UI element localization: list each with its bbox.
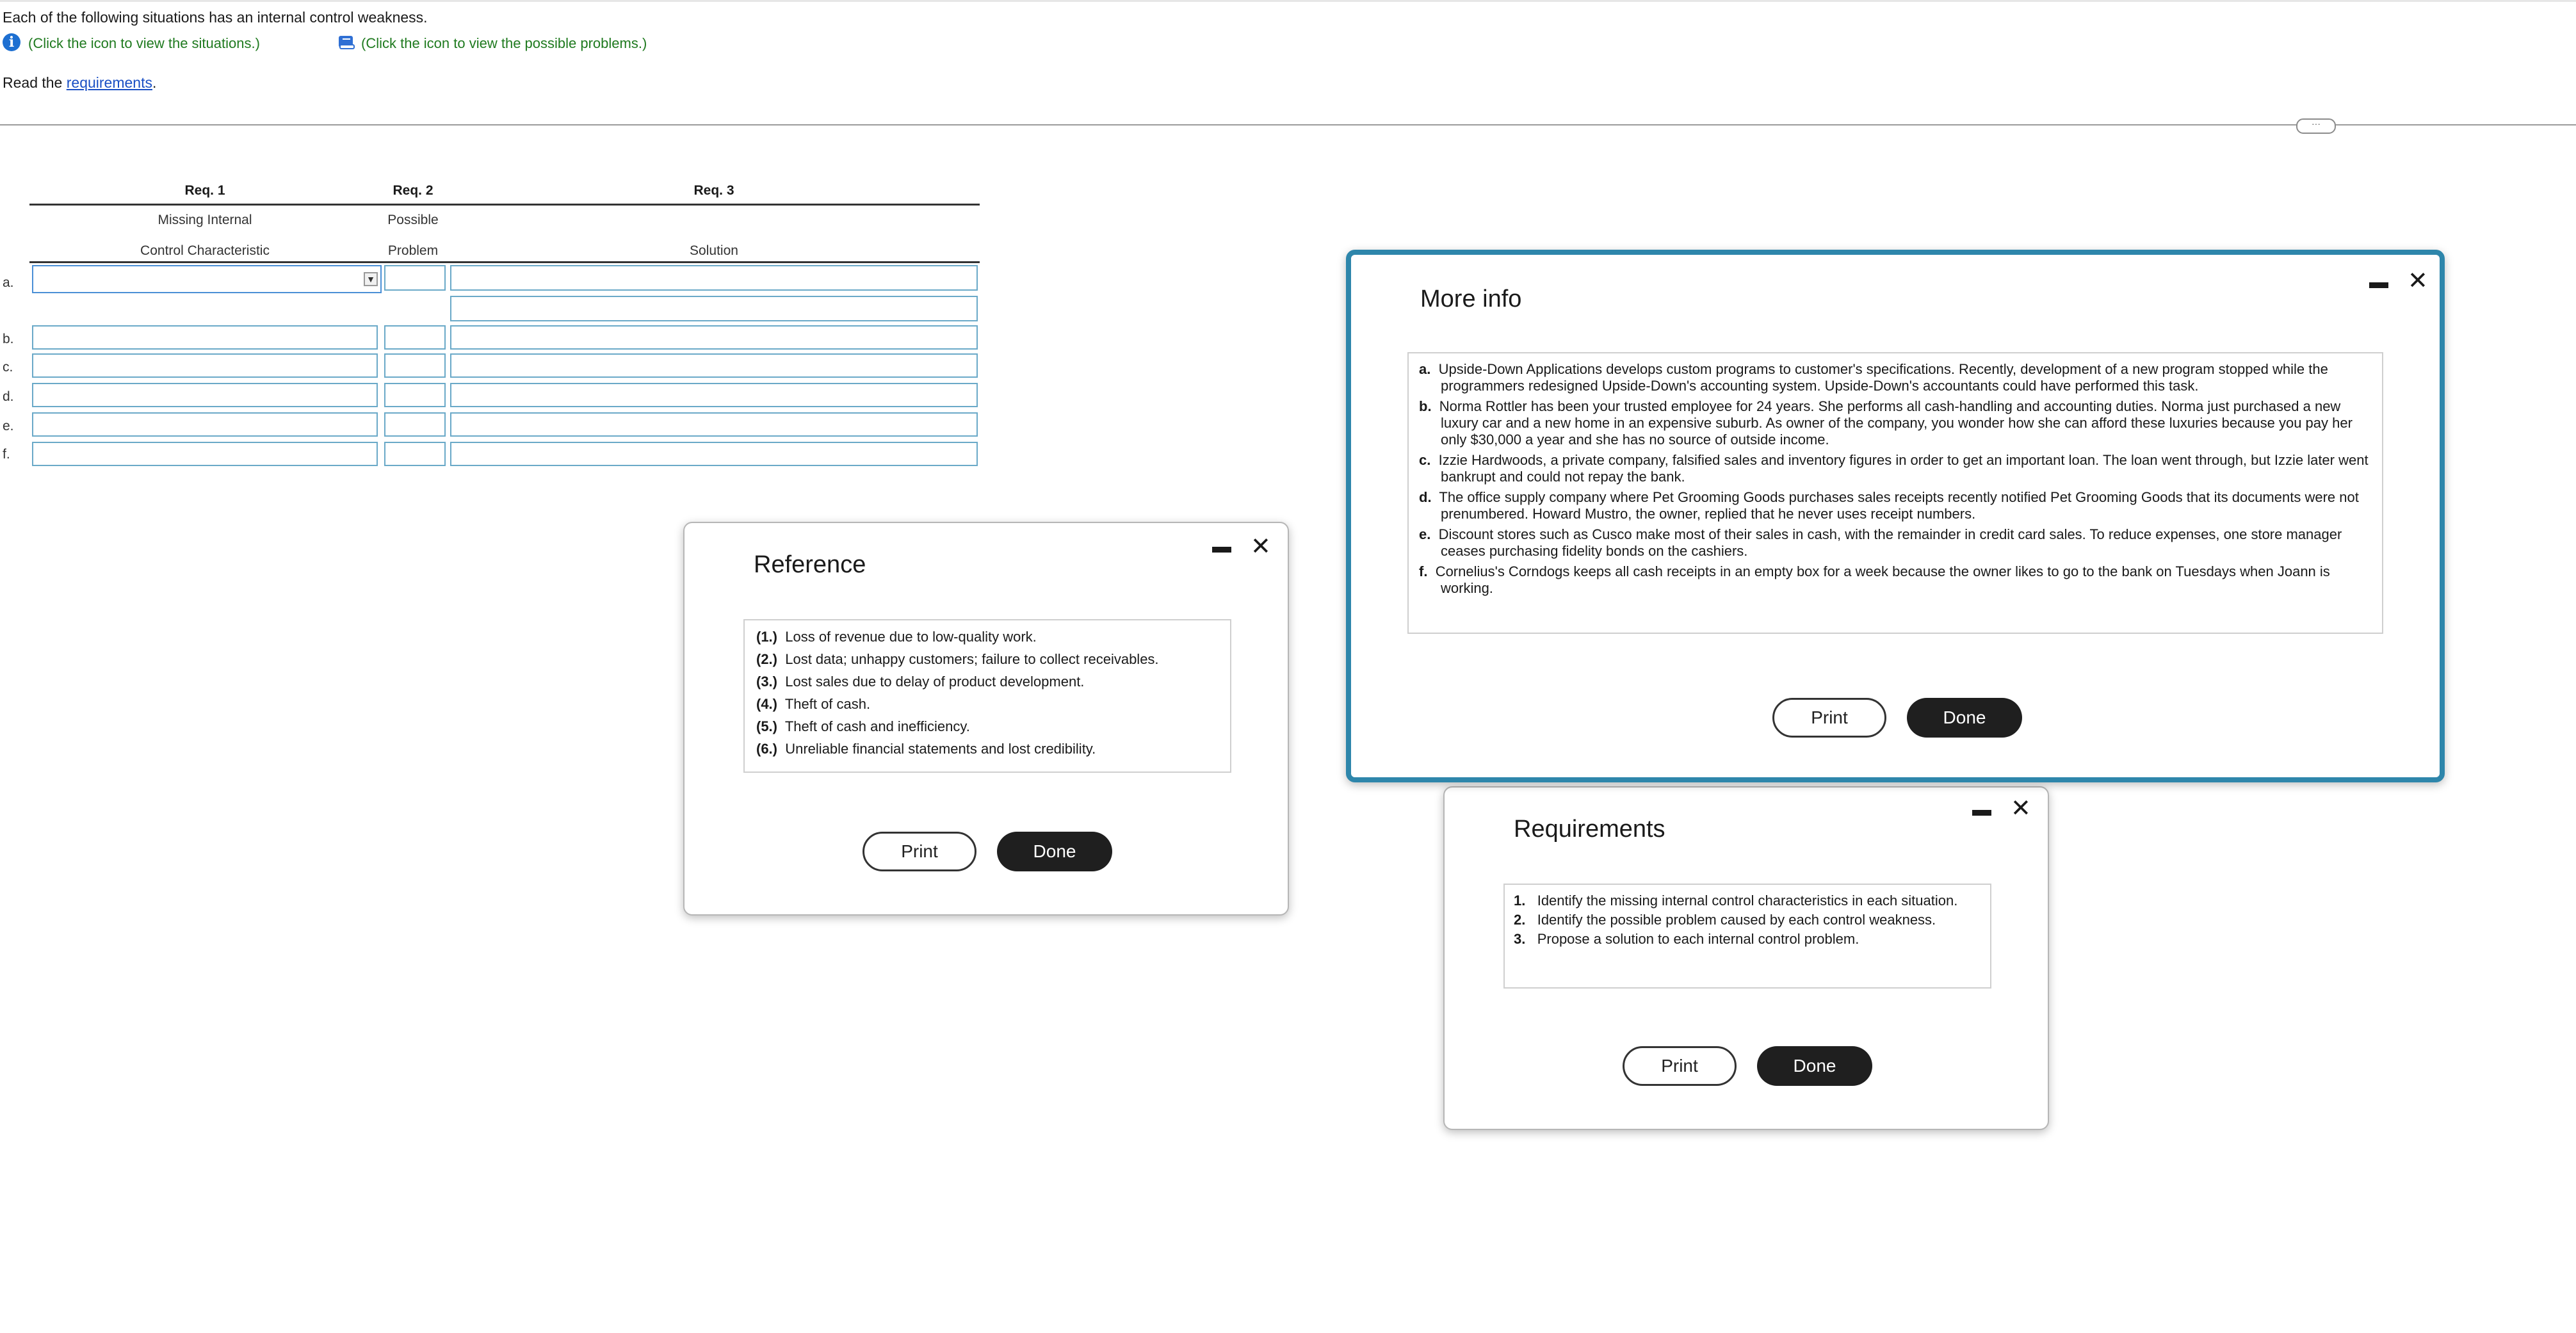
list-item: (6.) Unreliable financial statements and lost credibility.	[756, 741, 1096, 757]
more-info-dialog	[1346, 250, 2445, 782]
list-item: 3. Propose a solution to each internal control problem.	[1514, 931, 1859, 947]
list-item: (4.) Theft of cash.	[756, 696, 871, 712]
intro-text: Each of the following situations has an internal control weakness.	[3, 9, 428, 26]
input-characteristic-e[interactable]	[32, 412, 378, 437]
requirements-done-button[interactable]: Done	[1757, 1046, 1872, 1086]
row-label-c: c.	[3, 360, 13, 375]
input-problem-b[interactable]	[384, 325, 446, 350]
input-solution-a2[interactable]	[450, 296, 978, 321]
minimize-icon[interactable]: ▬	[2369, 271, 2388, 293]
input-problem-d[interactable]	[384, 383, 446, 407]
reference-print-button[interactable]: Print	[863, 832, 976, 871]
list-item: c. Izzie Hardwoods, a private company, falsified sales and inventory figures in order to get an important loan. The loan went through, but Izzie later went bankrupt and could not repay the bank.	[1419, 452, 2369, 485]
book-icon[interactable]	[337, 35, 356, 50]
read-requirements	[3, 74, 156, 92]
info-icon[interactable]: i	[3, 33, 20, 51]
input-characteristic-f[interactable]	[32, 442, 378, 466]
more-button[interactable]: ···	[2296, 118, 2336, 134]
row-label-a: a.	[3, 275, 14, 290]
list-item: 1. Identify the missing internal control characteristics in each situation.	[1514, 893, 1958, 909]
close-icon[interactable]: ✕	[2408, 268, 2428, 295]
list-item: f. Cornelius's Corndogs keeps all cash receipts in an empty box for a week because the owner likes to go to the bank on Tuesdays when Joann is working.	[1419, 563, 2330, 596]
reference-title: Reference	[754, 551, 866, 578]
problems-hint: (Click the icon to view the possible problems.)	[361, 35, 647, 51]
requirements-title: Requirements	[1514, 816, 1665, 843]
requirements-dialog	[1443, 786, 2049, 1130]
input-problem-c[interactable]	[384, 353, 446, 378]
list-item: d. The office supply company where Pet Grooming Goods purchases sales receipts recently notified Pet Grooming Goods that its documents were not prenumbered. Howard Mustro, the owner, replied that he never uses receipt numbers.	[1419, 489, 2359, 522]
situations-list	[1407, 352, 2383, 634]
requirements-list	[1503, 884, 1991, 989]
minimize-icon[interactable]: ▬	[1972, 799, 1991, 820]
row-label-e: e.	[3, 419, 14, 433]
more-info-print-button[interactable]: Print	[1772, 698, 1886, 738]
requirements-print-button[interactable]: Print	[1623, 1046, 1737, 1086]
requirements-link[interactable]: requirements	[66, 74, 152, 91]
list-item: 2. Identify the possible problem caused by each control weakness.	[1514, 912, 1936, 928]
list-item: a. Upside-Down Applications develops custom programs to customer's specifications. Recently, development of a new program stopped while the programmers redesigned Upside-Down's accounting system. Upside-Down's accountants could have performed this task.	[1419, 361, 2328, 394]
close-icon[interactable]: ✕	[2011, 795, 2031, 822]
sub2-col3: Solution	[690, 243, 738, 258]
input-solution-e[interactable]	[450, 412, 978, 437]
input-characteristic-d[interactable]	[32, 383, 378, 407]
row-label-f: f.	[3, 447, 10, 462]
more-info-title: More info	[1420, 286, 1522, 312]
reference-dialog	[683, 522, 1289, 916]
read-prefix: Read the	[3, 74, 67, 91]
input-problem-a[interactable]	[384, 265, 446, 291]
sub1-col2: Possible	[387, 213, 439, 227]
header-rule	[29, 204, 980, 206]
input-solution-c[interactable]	[450, 353, 978, 378]
subheader-rule	[29, 261, 980, 263]
list-item: (5.) Theft of cash and inefficiency.	[756, 718, 970, 734]
dropdown-characteristic-a[interactable]	[32, 265, 382, 293]
list-item: e. Discount stores such as Cusco make most of their sales in cash, with the remainder in credit card sales. To reduce expenses, one store manager ceases purchasing fidelity bonds on the cashiers.	[1419, 526, 2342, 559]
situations-hint: (Click the icon to view the situations.)	[28, 35, 260, 51]
input-solution-b[interactable]	[450, 325, 978, 350]
close-icon[interactable]: ✕	[1251, 533, 1271, 560]
input-characteristic-c[interactable]	[32, 353, 378, 378]
top-border	[0, 0, 2576, 2]
row-label-b: b.	[3, 332, 14, 346]
sub1-col1: Missing Internal	[158, 213, 252, 227]
input-solution-d[interactable]	[450, 383, 978, 407]
list-item: (2.) Lost data; unhappy customers; failure to collect receivables.	[756, 651, 1159, 667]
list-item: b. Norma Rottler has been your trusted employee for 24 years. She performs all cash-handling and accounting duties. Norma just purchased a new luxury car and a new home in an expensive suburb. As owner of the company, you wonder how she can afford these luxuries because you pay her only $30,000 a year and she has no source of outside income.	[1419, 398, 2353, 448]
header-req-1: Req. 1	[184, 183, 225, 198]
row-label-d: d.	[3, 389, 14, 404]
read-suffix: .	[152, 74, 157, 91]
header-req-3: Req. 3	[693, 183, 734, 198]
input-characteristic-b[interactable]	[32, 325, 378, 350]
reference-done-button[interactable]: Done	[997, 832, 1112, 871]
header-req-2: Req. 2	[393, 183, 433, 198]
divider	[0, 124, 2576, 125]
input-problem-f[interactable]	[384, 442, 446, 466]
input-solution-a1[interactable]	[450, 265, 978, 291]
input-solution-f[interactable]	[450, 442, 978, 466]
input-problem-e[interactable]	[384, 412, 446, 437]
sub2-col2: Problem	[387, 243, 439, 258]
reference-list	[743, 619, 1231, 773]
minimize-icon[interactable]: ▬	[1212, 536, 1231, 557]
more-info-done-button[interactable]: Done	[1907, 698, 2022, 738]
list-item: (3.) Lost sales due to delay of product development.	[756, 674, 1085, 690]
chevron-down-icon[interactable]: ▼	[364, 272, 378, 286]
sub2-col1: Control Characteristic	[140, 243, 270, 258]
list-item: (1.) Loss of revenue due to low-quality work.	[756, 629, 1037, 645]
